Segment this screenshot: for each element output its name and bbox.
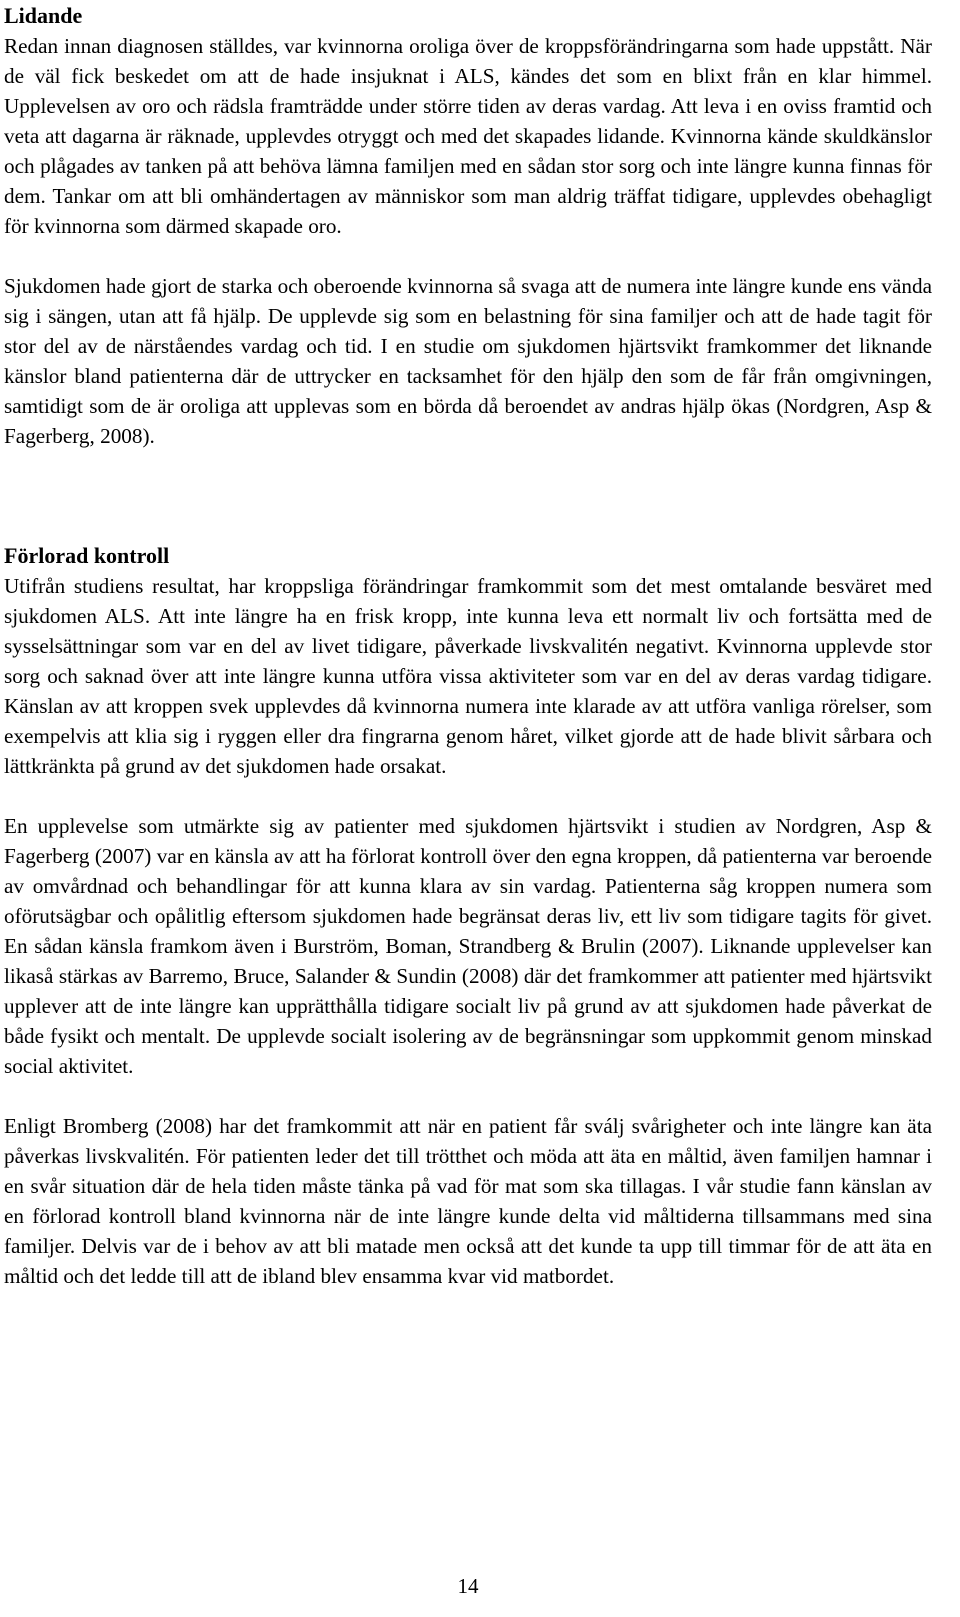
section-lidande [4,0,932,451]
paragraph: Enligt Bromberg (2008) har det framkommit att när en patient får sválj svårigheter och inte längre kan äta påverkas livskvalitén. För patienten leder det till trötthet och möda att äta en måltid, även familjen hamnar i en svår situation där de hela tiden måste tänka på vad för mat som ska tillagas. I vår studie fann känslan av en förlorad kontroll bland kvinnorna när de inte längre kunde delta vid måltiderna tillsammans med sina familjer. Delvis var de i behov av att bli matade men också att det kunde ta upp till timmar för de att äta en måltid och det ledde till att de ibland blev ensamma kvar vid matbordet. [4,1114,932,1288]
paragraph: En upplevelse som utmärkte sig av patienter med sjukdomen hjärtsvikt i studien av Nordgren, Asp & Fagerberg (2007) var en känsla av att ha förlorat kontroll över den egna kroppen, då patienterna var beroende av omvårdnad och behandlingar för att kunna klara av sin vardag. Patienterna såg kroppen numera som oförutsägbar och opålitlig eftersom sjukdomen hade begränsat deras liv, ett liv som tidigare tagits för givet. En sådan känsla framkom även i Burström, Boman, Strandberg & Brulin (2007). Liknande upplevelser kan likaså stärkas av Barremo, Bruce, Salander & Sundin (2008) där det framkommer att patienter med hjärtsvikt upplever att de inte längre kan upprätthålla tidigare socialt liv på grund av att sjukdomen hade påverkat de både fysikt och mentalt. De upplevde socialt isolering av de begränsningar som uppkommit genom minskad social aktivitet. [4,814,932,1078]
page-number: 14 [457,1574,479,1598]
paragraph: Utifrån studiens resultat, har kroppsliga förändringar framkommit som det mest omtalande besväret med sjukdomen ALS. Att inte längre ha en frisk kropp, inte kunna leva ett normalt liv och fortsätta med de sysselsättningar som var en del av livet tidigare, påverkade livskvalitén negativt. Kvinnorna upplevde stor sorg och saknad över att inte längre kunna utföra vissa aktiviteter som var en del av deras vardag tidigare. Känslan av att kroppen svek upplevdes då kvinnorna numera inte klarade av att utföra vanliga rörelser, som exempelvis att klia sig i ryggen eller dra fingrarna genom håret, vilket gjorde att de hade blivit sårbara och lättkränkta på grund av det sjukdomen hade orsakat. [4,574,932,778]
section-forlorad-kontroll [4,540,932,1291]
section-heading: Förlorad kontroll [4,543,170,568]
paragraph: Sjukdomen hade gjort de starka och oberoende kvinnorna så svaga att de numera inte längre kunde ens vända sig i sängen, utan att få hjälp. De upplevde sig som en belastning för sina familjer och att de hade tagit för stor del av de närståendes vardag och tid. I en studie om sjukdomen hjärtsvikt framkommer det liknande känslor bland patienterna där de uttrycker en tacksamhet för den hjälp den som de får från omgivningen, samtidigt som de är oroliga att upplevas som en börda då beroendet av andras hjälp ökas (Nordgren, Asp & Fagerberg, 2008). [4,274,932,448]
paragraph: Redan innan diagnosen ställdes, var kvinnorna oroliga över de kroppsförändringarna som hade uppstått. När de väl fick beskedet om att de hade insjuknat i ALS, kändes det som en blixt från en klar himmel. Upplevelsen av oro och rädsla framträdde under större tiden av deras vardag. Att leva i en oviss framtid och veta att dagarna är räknade, upplevdes otryggt och med det skapades lidande. Kvinnorna kände skuldkänslor och plågades av tanken på att behöva lämna familjen med en sådan stor sorg och inte längre kunna finnas för dem. Tankar om att bli omhändertagen av människor som man aldrig träffat tidigare, upplevdes obehagligt för kvinnorna som därmed skapade oro. [4,34,932,238]
section-heading: Lidande [4,3,83,28]
